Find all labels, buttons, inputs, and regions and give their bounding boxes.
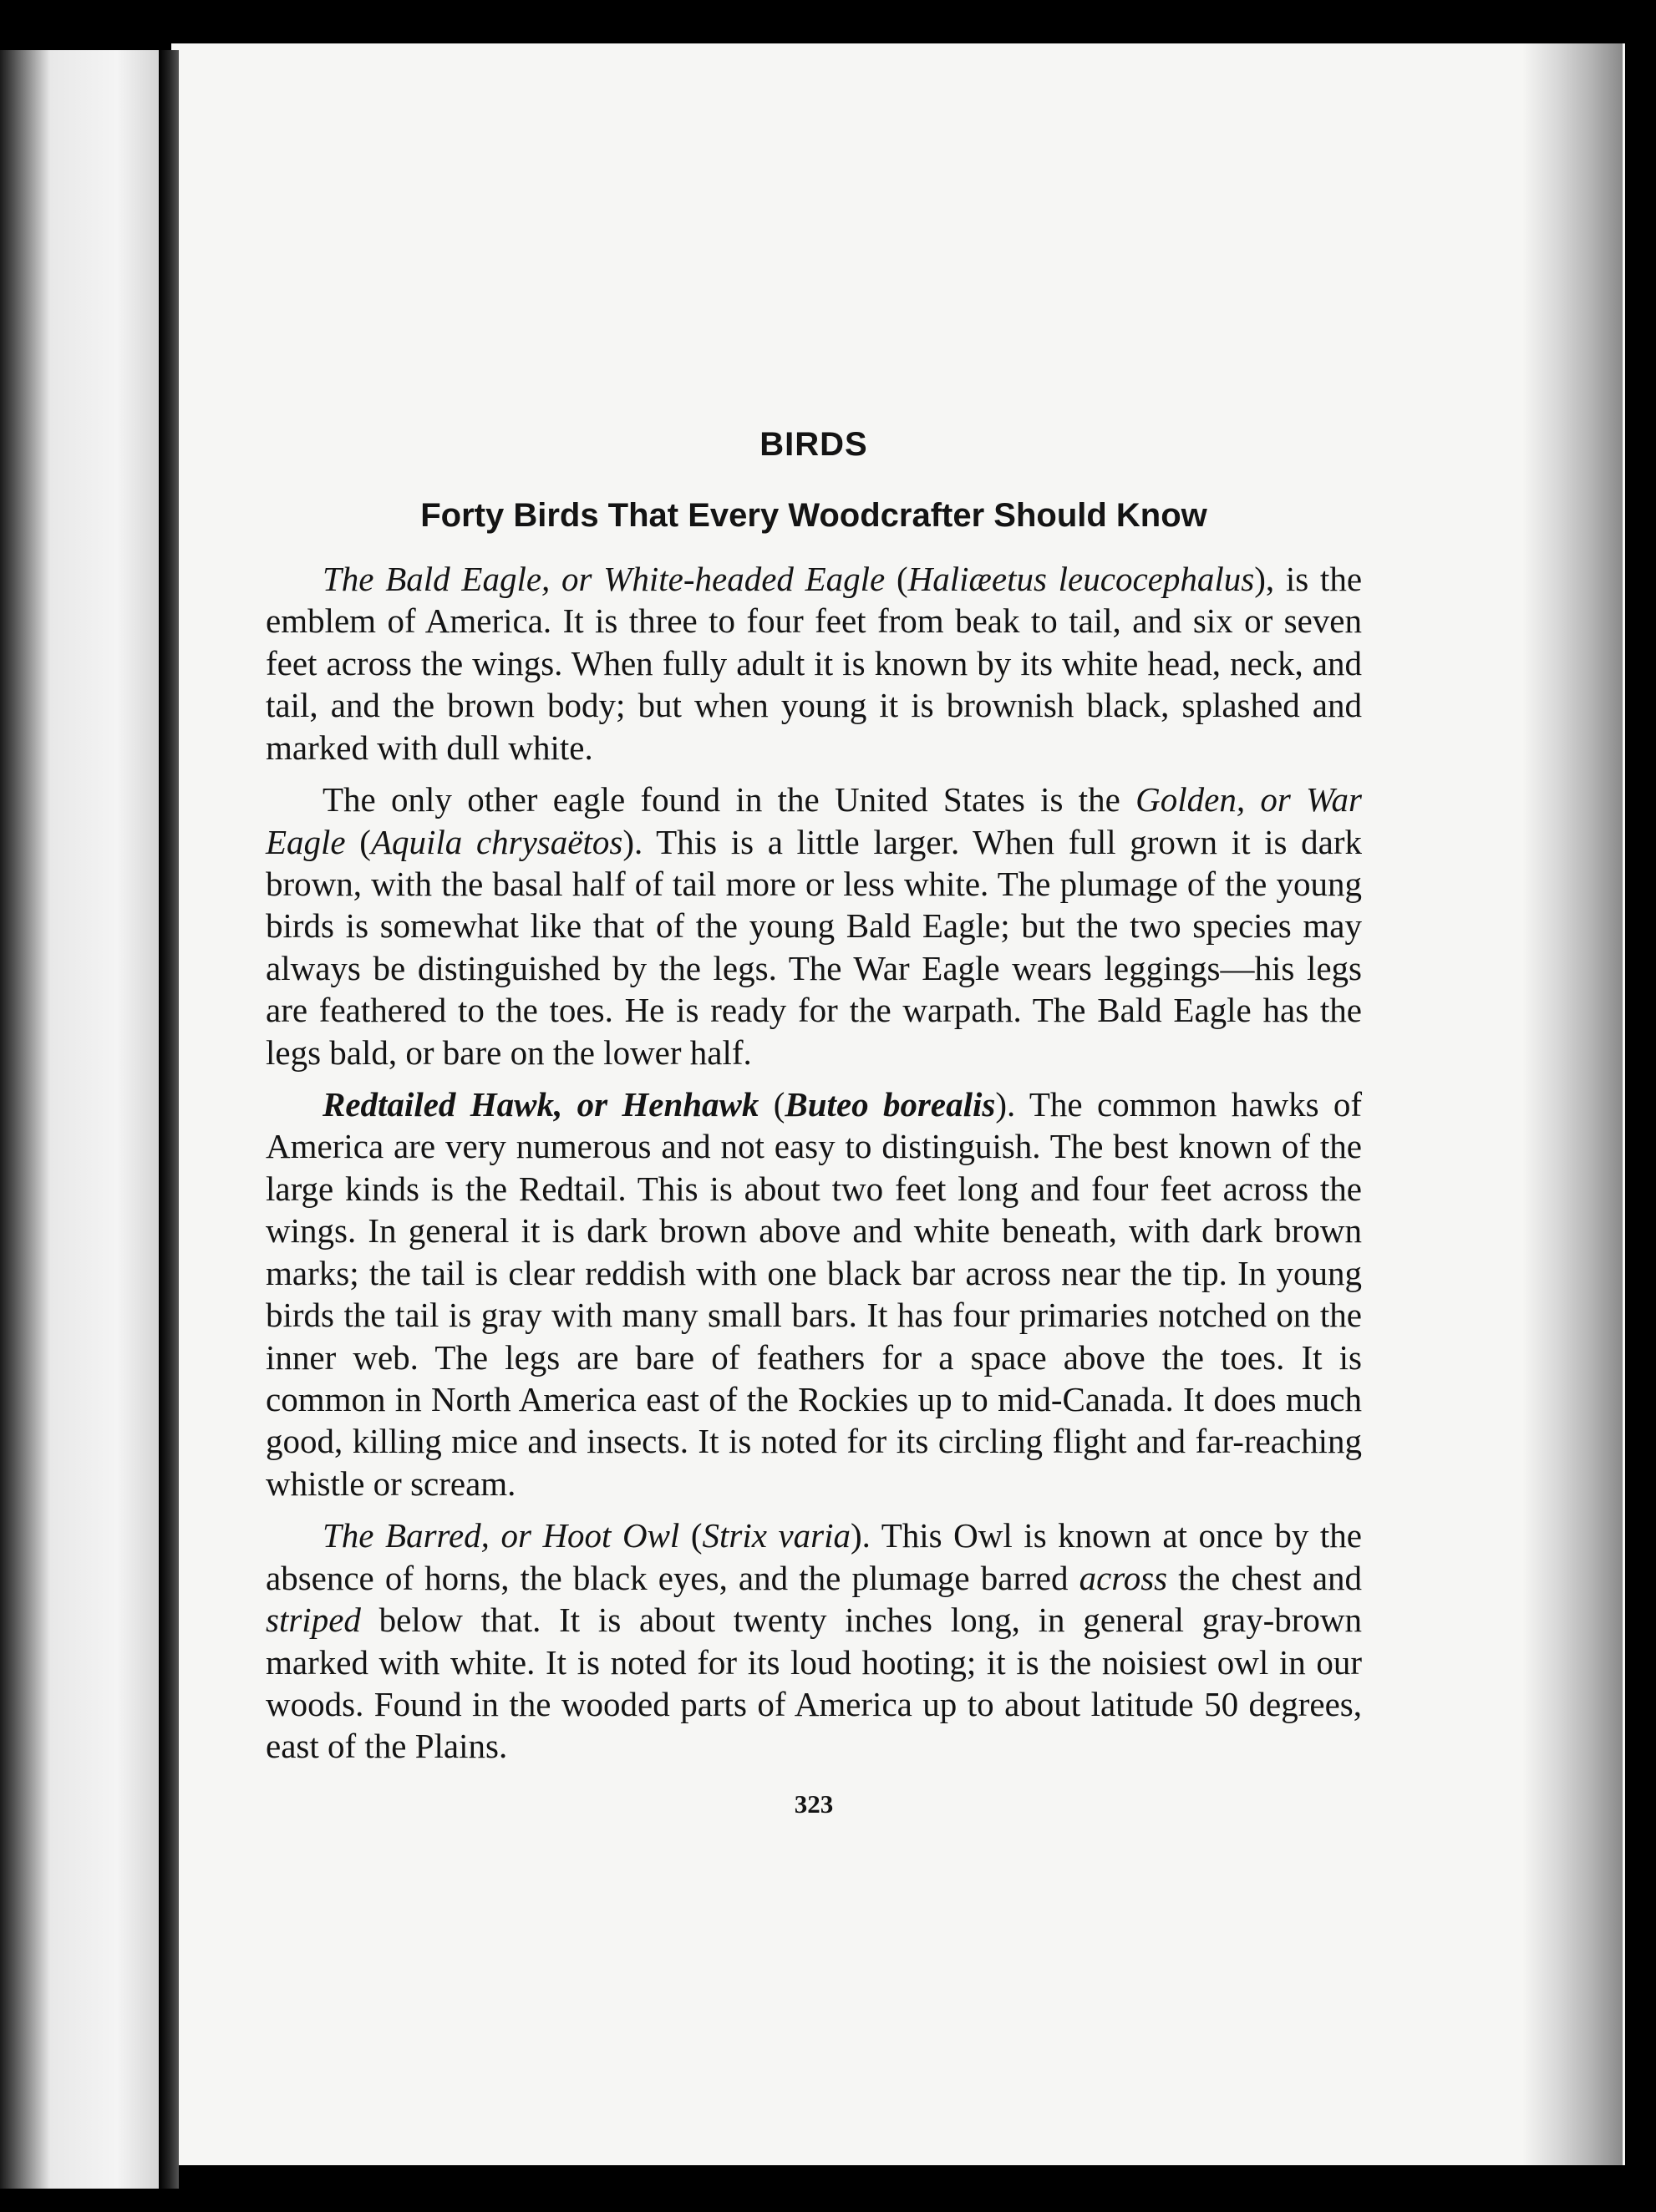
latin-name: Haliæetus leucocephalus	[907, 560, 1255, 598]
page-number: 323	[794, 1788, 834, 1819]
book-gutter	[159, 50, 179, 2189]
entry-golden-eagle: The only other eagle found in the United States is the Golden, or War Eagle (Aquila chrysaëtos). This is a little larger. When full grown it is dark brown, with the basal half of tail more or less white. The plumage of the young birds is somewhat like that of the young Bald Eagle; but the two species may always be distinguished by the legs. The War Eagle wears leggings—his legs are feathered to the toes. He is ready for the warpath. The Bald Eagle has the legs bald, or bare on the lower half.	[266, 780, 1363, 1072]
entry-text: is the emblem of America. It is three to four feet from beak to tail, and six or seven feet across the wings. When fully adult it is known by its white head, neck, and tail, and the brown body; but when young it is brownish black, splashed and marked with dull white.	[266, 560, 1363, 767]
entry-text: This Owl is known at once by the absence of horns, the black eyes, and the plumage barred	[266, 1516, 1362, 1597]
entry-barred-owl: The Barred, or Hoot Owl (Strix varia). This Owl is known at once by the absence of horns, the black eyes, and the plumage barred across the chest and striped below that. It is about twenty inches long, in general gray-brown marked with white. It is noted for its loud hooting; it is the noisiest owl in our woods. Found in the wooded parts of America up to about latitude 50 degrees, east of the Plains.	[266, 1516, 1363, 1766]
page-content	[266, 426, 1362, 1819]
page-title: BIRDS	[759, 426, 868, 463]
page-edge-shadow	[1522, 43, 1623, 2165]
entry-bald-eagle: The Bald Eagle, or White-headed Eagle (Haliæetus leucocephalus), is the emblem of America. It is three to four feet from beak to tail, and six or seven feet across the wings. When fully adult it is known by its white head, neck, and tail, and the brown body; but when young it is brownish black, splashed and marked with dull white.	[266, 560, 1363, 767]
bird-name: The Barred, or Hoot Owl	[323, 1516, 680, 1555]
latin-name: Buteo borealis	[785, 1085, 996, 1124]
emphasis-across: across	[1079, 1558, 1168, 1597]
entry-text: The common hawks of America are very numerous and not easy to distinguish. The best known of the large kinds is the Redtail. This is about two feet long and four feet across the wings. In general it is dark brown above and white beneath, with dark brown marks; the tail is clear reddish with one black bar across near the tip. In young birds the tail is gray with many small bars. It has four primaries notched on the inner web. The legs are bare of feathers for a space above the toes. It is common in North America east of the Rockies up to mid-Canada. It does much good, killing mice and insects. It is noted for its circling flight and far-reaching whistle or scream.	[266, 1085, 1363, 1503]
latin-name: Strix varia	[702, 1516, 851, 1555]
latin-name: Aquila chrysaëtos	[370, 822, 623, 861]
bird-name: Redtailed Hawk, or Henhawk	[323, 1085, 759, 1124]
entry-lead: The only other eagle found in the United States is the	[323, 780, 1120, 819]
section-subtitle: Forty Birds That Every Woodcrafter Should Know	[420, 497, 1207, 534]
emphasis-striped: striped	[266, 1601, 361, 1640]
entry-text: the chest and	[1178, 1558, 1363, 1597]
facing-page-edge	[0, 50, 167, 2189]
entry-text: below that. It is about twenty inches long, in general gray-brown marked with white. It is noted for its loud hooting; it is the noisiest owl in our woods. Found in the wooded parts of America up to about latitude 50 degrees, east of the Plains.	[266, 1601, 1362, 1766]
entry-text: This is a little larger. When full grown it is dark brown, with the basal half of tail more or less white. The plumage of the young birds is somewhat like that of the young Bald Eagle; but the two species may always be distinguished by the legs. The War Eagle wears leggings—his legs are feathered to the toes. He is ready for the warpath. The Bald Eagle has the legs bald, or bare on the lower half.	[266, 822, 1363, 1072]
bird-name: The Bald Eagle, or White-headed Eagle	[323, 560, 886, 598]
entry-redtailed-hawk: Redtailed Hawk, or Henhawk (Buteo borealis). The common hawks of America are very numerous and not easy to distinguish. The best known of the large kinds is the Redtail. This is about two feet long and four feet across the wings. In general it is dark brown above and white beneath, with dark brown marks; the tail is clear reddish with one black bar across near the tip. In young birds the tail is gray with many small bars. It has four primaries notched on the inner web. The legs are bare of feathers for a space above the toes. It is common in North America east of the Rockies up to mid-Canada. It does much good, killing mice and insects. It is noted for its circling flight and far-reaching whistle or scream.	[266, 1085, 1363, 1503]
bird-name: Golden, or War Eagle	[266, 780, 1363, 861]
